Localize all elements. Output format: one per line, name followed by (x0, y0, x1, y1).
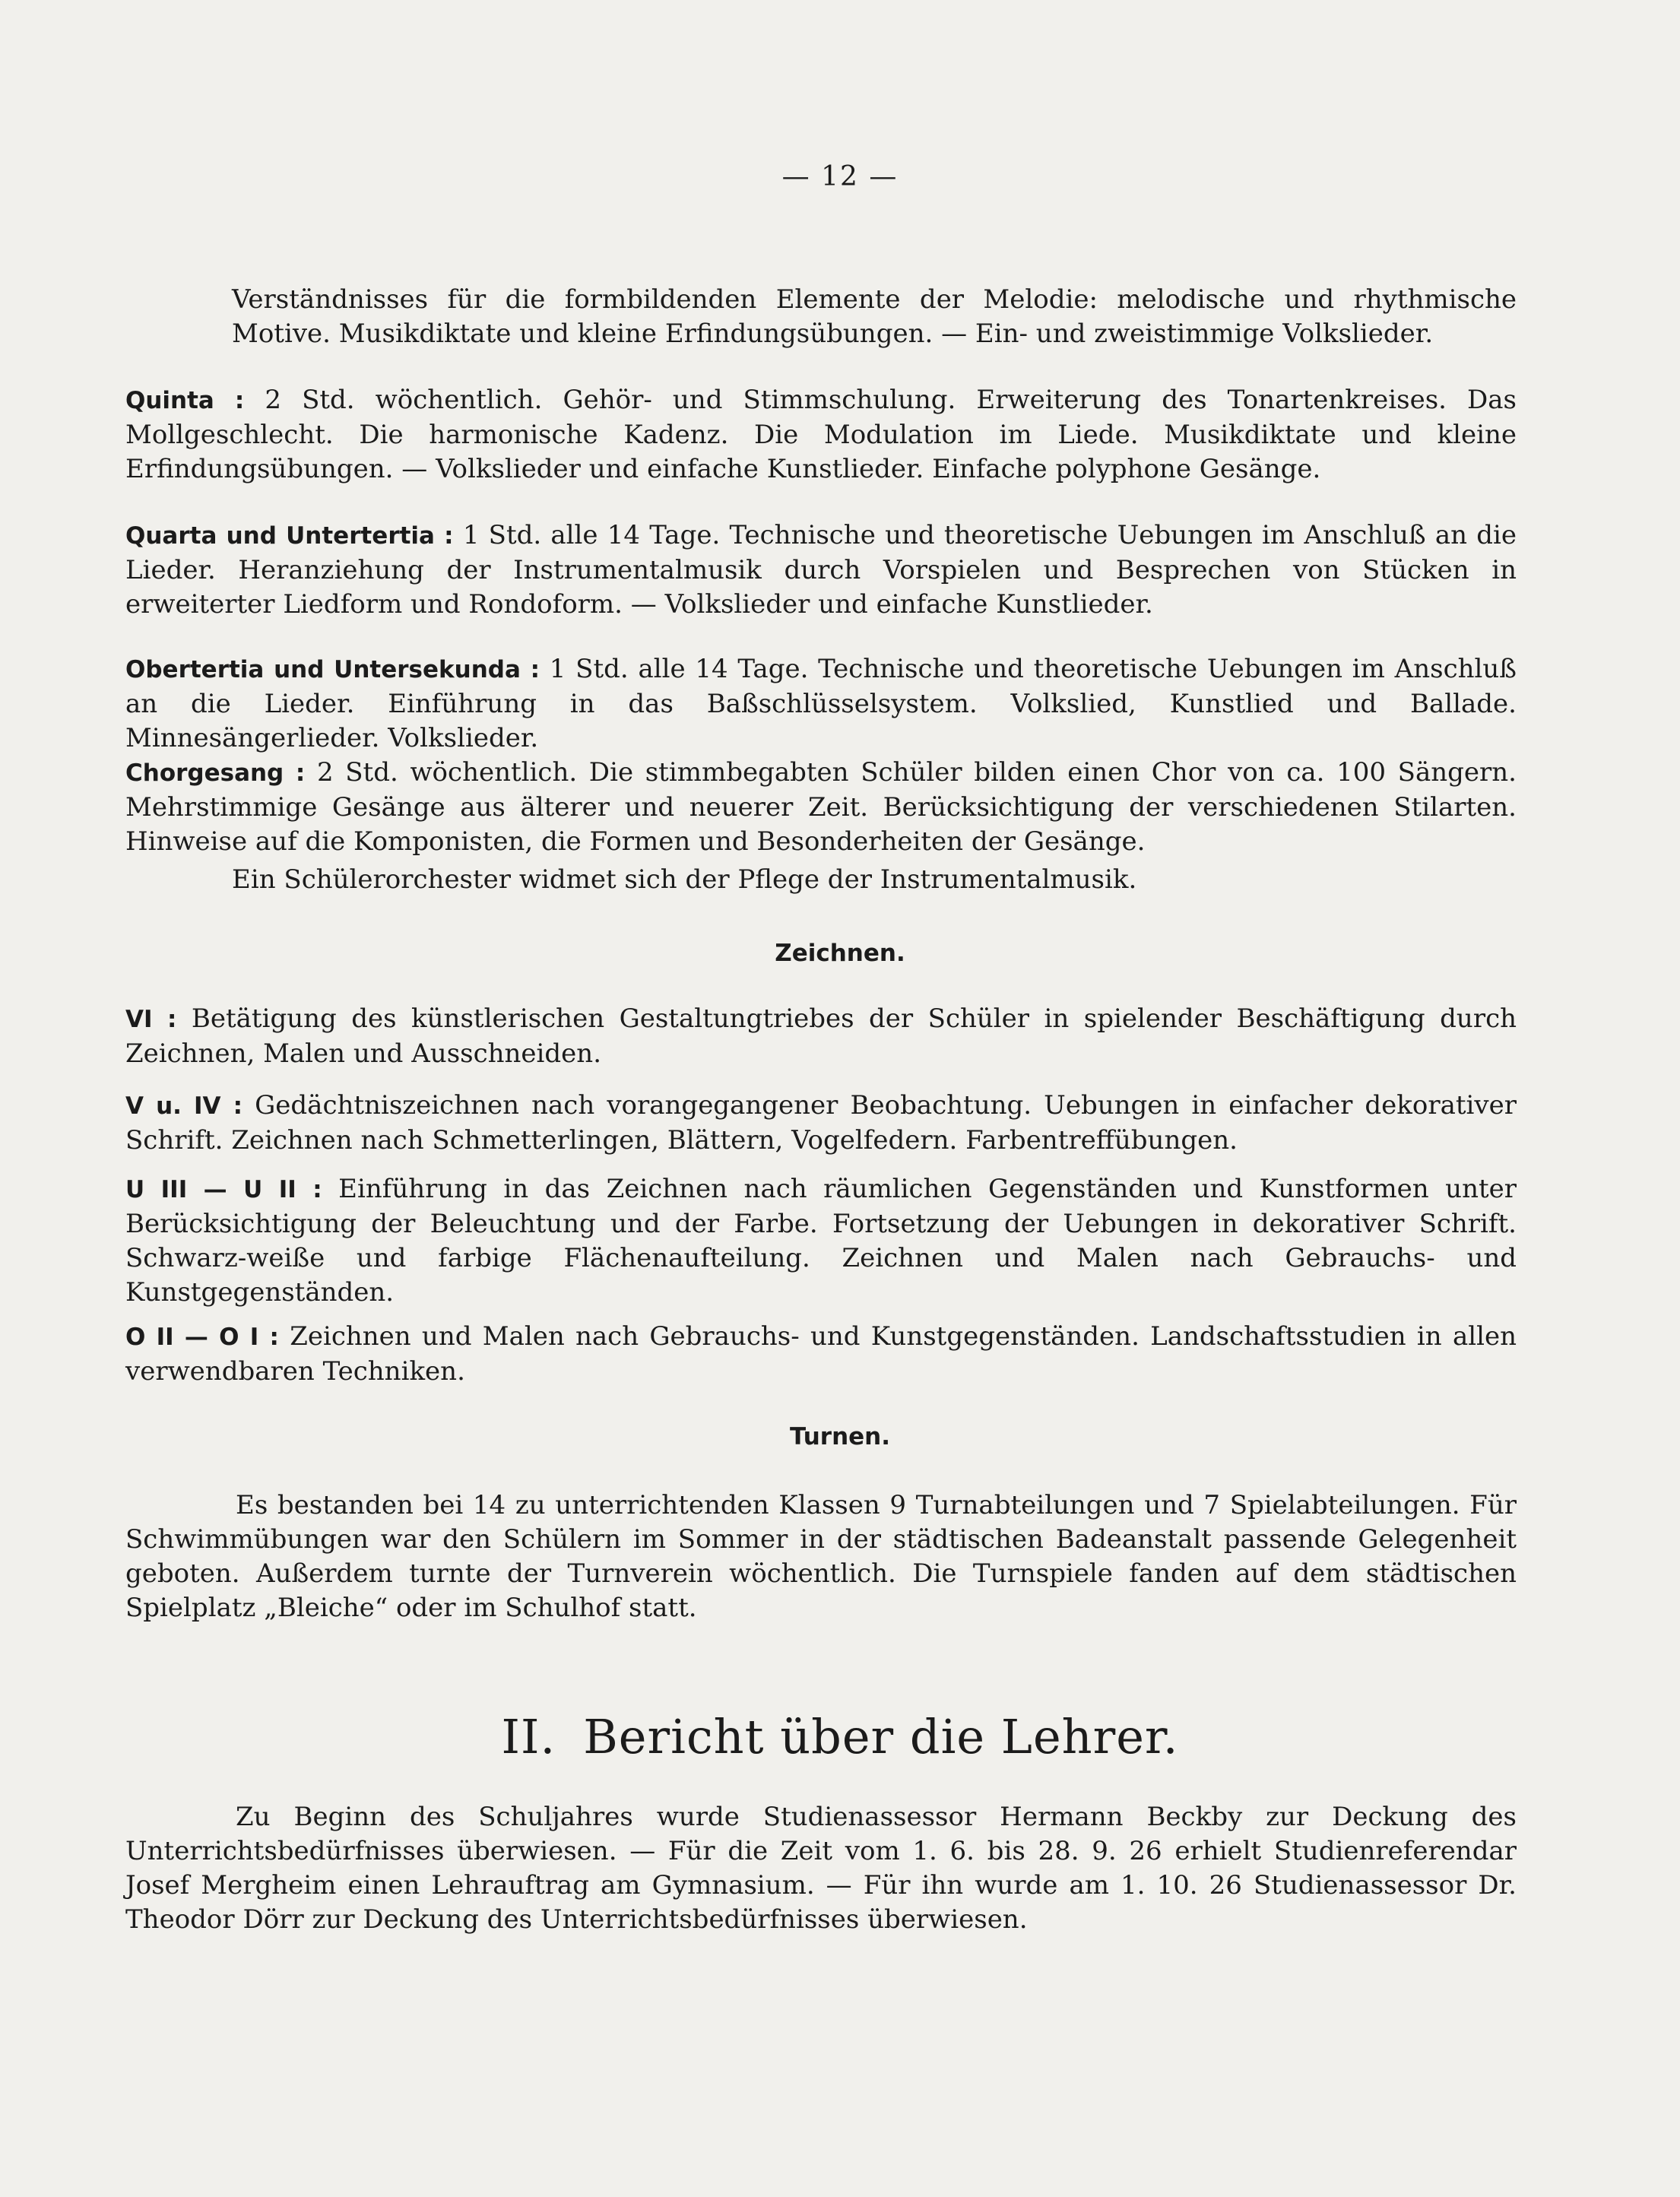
quarta-paragraph (125, 518, 1517, 622)
vi-text: Betätigung des künstlerischen Gestaltungtriebes der Schüler in spielender Beschäftigung durch Zeichnen, Malen und Ausschneiden. (125, 1003, 1517, 1069)
chorgesang-text: 2 Std. wöchentlich. Die stimmbegabten Schüler bilden einen Chor von ca. 100 Sängern. Mehrstimmige Gesänge aus älterer und neuerer Zeit. Berücksichtigung der verschiedenen Stilarten. Hinweise auf die Komponisten, die Formen und Besonderheiten der Gesänge. (125, 757, 1517, 857)
lehrer-heading (0, 1709, 1680, 1764)
viv-label: V u. IV : (125, 1092, 243, 1120)
quarta-text: 1 Std. alle 14 Tage. Technische und theoretische Uebungen im Anschluß an die Lieder. Heranziehung der Instrumentalmusik durch Vorspielen und Besprechen von Stücken in erweiterter Liedform und Rondoform. — Volkslieder und einfache Kunstlieder. (125, 520, 1517, 620)
zeichnen-viv-paragraph (125, 1089, 1517, 1158)
orchester-paragraph: Ein Schülerorchester widmet sich der Pflege der Instrumentalmusik. (232, 864, 1137, 895)
obertertia-label: Obertertia und Untersekunda : (125, 656, 540, 683)
vi-label: VI : (125, 1006, 177, 1033)
chorgesang-label: Chorgesang : (125, 759, 306, 787)
zeichnen-uiii-paragraph (125, 1172, 1517, 1310)
zeichnen-oii-paragraph (125, 1320, 1517, 1389)
uiii-text: Einführung in das Zeichnen nach räumlichen Gegenständen und Kunstformen unter Berücksichtigung der Beleuchtung und der Farbe. Fortsetzung der Uebungen in dekorativer Schrift. Schwarz-weiße und farbige Flächenaufteilung. Zeichnen und Malen nach Gebrauchs- und Kunstgegenständen. (125, 1174, 1517, 1308)
lehrer-section-numeral: II. (501, 1709, 556, 1764)
zeichnen-vi-paragraph (125, 1002, 1517, 1071)
turnen-paragraph: Es bestanden bei 14 zu unterrichtenden Klassen 9 Turnabteilungen und 7 Spielabteilungen. Für Schwimmübungen war den Schülern im Sommer in der städtischen Badeanstalt passende Gelegenheit geboten. Außerdem turnte der Turnverein wöchentlich. Die Turnspiele fanden auf dem städtischen Spielplatz „Bleiche“ oder im Schulhof statt. (125, 1490, 1517, 1623)
zeichnen-heading: Zeichnen. (775, 940, 905, 967)
obertertia-paragraph (125, 652, 1517, 756)
lehrer-heading-text: Bericht über die Lehrer. (583, 1709, 1179, 1764)
obertertia-text: 1 Std. alle 14 Tage. Technische und theoretische Uebungen im Anschluß an die Lieder. Einführung in das Baßschlüsselsystem. Volkslied, Kunstlied und Ballade. Minnesängerlieder. Volkslieder. (125, 654, 1517, 753)
page-number: — 12 — (781, 161, 899, 192)
uiii-label: U III — U II : (125, 1176, 322, 1203)
chorgesang-paragraph (125, 756, 1517, 859)
quinta-label: Quinta : (125, 387, 245, 414)
viv-text: Gedächtniszeichnen nach vorangegangener Beobachtung. Uebungen in einfacher dekorativer Schrift. Zeichnen nach Schmetterlingen, Blättern, Vogelfedern. Farbentreffübungen. (125, 1090, 1517, 1156)
lehrer-paragraph: Zu Beginn des Schuljahres wurde Studienassessor Hermann Beckby zur Deckung des Unterrichtsbedürfnisses überwiesen. — Für die Zeit vom 1. 6. bis 28. 9. 26 erhielt Studienreferendar Josef Mergheim einen Lehrauftrag am Gymnasium. — Für ihn wurde am 1. 10. 26 Studienassessor Dr. Theodor Dörr zur Deckung des Unterrichtsbedürfnisses überwiesen. (125, 1802, 1517, 1935)
quinta-text: 2 Std. wöchentlich. Gehör- und Stimmschulung. Erweiterung des Tonartenkreises. Das Mollgeschlecht. Die harmonische Kadenz. Die Modulation im Liede. Musikdiktate und kleine Erfindungsübungen. — Volkslieder und einfache Kunstlieder. Einfache polyphone Gesänge. (125, 385, 1517, 484)
quinta-paragraph (125, 383, 1517, 487)
oii-text: Zeichnen und Malen nach Gebrauchs- und Kunstgegenständen. Landschaftsstudien in allen verwendbaren Techniken. (125, 1321, 1517, 1387)
music-intro-paragraph: Verständnisses für die formbildenden Elemente der Melodie: melodische und rhythmische Motive. Musikdiktate und kleine Erfindungsübungen. — Ein- und zweistimmige Volkslieder. (232, 284, 1517, 349)
oii-label: O II — O I : (125, 1324, 279, 1351)
quarta-label: Quarta und Untertertia : (125, 522, 454, 550)
turnen-heading: Turnen. (789, 1423, 891, 1450)
